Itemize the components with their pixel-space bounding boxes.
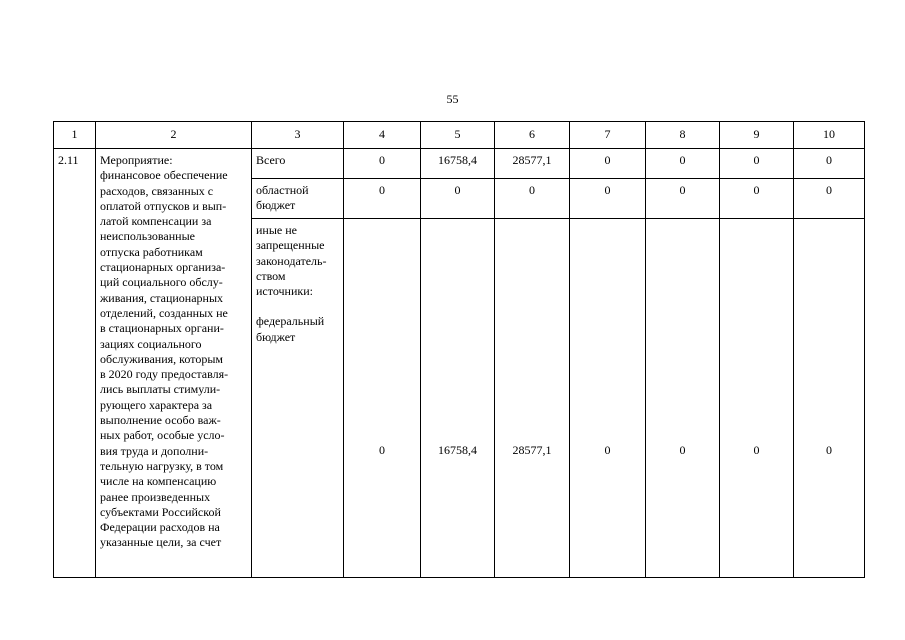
value-cell: 0 <box>570 219 646 578</box>
value-cell: 0 <box>646 149 720 179</box>
value-cell: 0 <box>570 149 646 179</box>
header-cell: 3 <box>252 122 344 149</box>
item-name-line: отпуска работникам <box>100 244 203 259</box>
item-name-line: числе на компенсацию <box>100 474 217 489</box>
value-cell: 0 <box>344 179 421 219</box>
header-cell: 2 <box>96 122 252 149</box>
item-name-line: Федерации расходов на <box>100 520 220 535</box>
source-line: ством <box>256 268 286 283</box>
source-line: бюджет <box>256 329 296 344</box>
item-number-cell: 2.11 <box>54 149 96 578</box>
value-cell: 0 <box>344 219 421 578</box>
source-line: федеральный <box>256 314 325 329</box>
item-name-line: расходов, связанных с <box>100 183 214 198</box>
header-row <box>54 122 865 149</box>
item-name-line: тельную нагрузку, в том <box>100 458 224 473</box>
header-cell: 6 <box>495 122 570 149</box>
item-name-line: субъектами Российской <box>100 504 221 519</box>
item-name-cell <box>96 149 252 578</box>
value-cell: 16758,4 <box>421 219 495 578</box>
item-name-line: в стационарных органи- <box>100 321 224 336</box>
source-gap <box>256 299 341 314</box>
value-cell: 0 <box>794 219 865 578</box>
item-name-line: отделений, созданных не <box>100 305 228 320</box>
item-name-line: живания, стационарных <box>100 290 224 305</box>
source-line: бюджет <box>256 198 296 213</box>
item-name-line: выполнение особо важ- <box>100 413 221 428</box>
item-name-line: стационарных организа- <box>100 260 226 275</box>
source-line: источники: <box>256 284 313 299</box>
item-name-line: Мероприятие: <box>100 153 173 167</box>
value-cell: 0 <box>344 149 421 179</box>
header-cell: 1 <box>54 122 96 149</box>
value-cell: 0 <box>720 179 794 219</box>
header-cell: 10 <box>794 122 865 149</box>
item-name-line: ных работ, особые усло- <box>100 428 225 443</box>
value-cell: 0 <box>646 179 720 219</box>
header-cell: 9 <box>720 122 794 149</box>
page-number: 55 <box>446 92 459 106</box>
value-cell: 0 <box>720 149 794 179</box>
item-name-line: ранее произведенных <box>100 489 211 504</box>
value-cell: 0 <box>794 179 865 219</box>
item-name-line: латой компенсации за <box>100 214 212 229</box>
item-name-line: указанные цели, за счет <box>100 535 222 550</box>
item-name-line: рующего характера за <box>100 397 213 412</box>
source-line: запрещенные <box>256 238 325 253</box>
header-cell: 7 <box>570 122 646 149</box>
item-name-line: неиспользованные <box>100 229 195 244</box>
value-cell: 0 <box>794 149 865 179</box>
item-name-line: зациях социального <box>100 336 202 351</box>
source-line: законодатель- <box>256 253 327 268</box>
value-cell: 0 <box>646 219 720 578</box>
source-line: Всего <box>256 153 286 167</box>
item-name-line: ций социального обслу- <box>100 275 223 290</box>
value-cell: 0 <box>570 179 646 219</box>
source-cell <box>252 149 344 179</box>
source-line: иные не <box>256 223 297 237</box>
item-name-line: обслуживания, которым <box>100 351 223 366</box>
budget-table <box>53 121 865 578</box>
item-name-line: оплатой отпусков и вып- <box>100 198 227 213</box>
value-cell: 0 <box>495 179 570 219</box>
value-cell: 16758,4 <box>421 149 495 179</box>
item-name-line: финансовое обеспечение <box>100 168 228 183</box>
value-cell: 0 <box>421 179 495 219</box>
source-line: областной <box>256 183 309 197</box>
item-name-line: вия труда и дополни- <box>100 443 209 458</box>
table-row-total <box>54 149 865 179</box>
source-cell <box>252 219 344 578</box>
header-cell: 4 <box>344 122 421 149</box>
item-name-line: лись выплаты стимули- <box>100 382 221 397</box>
header-cell: 8 <box>646 122 720 149</box>
value-cell: 28577,1 <box>495 149 570 179</box>
item-name-line: в 2020 году предоставля- <box>100 367 229 382</box>
value-cell: 28577,1 <box>495 219 570 578</box>
value-cell: 0 <box>720 219 794 578</box>
source-cell <box>252 179 344 219</box>
header-cell: 5 <box>421 122 495 149</box>
